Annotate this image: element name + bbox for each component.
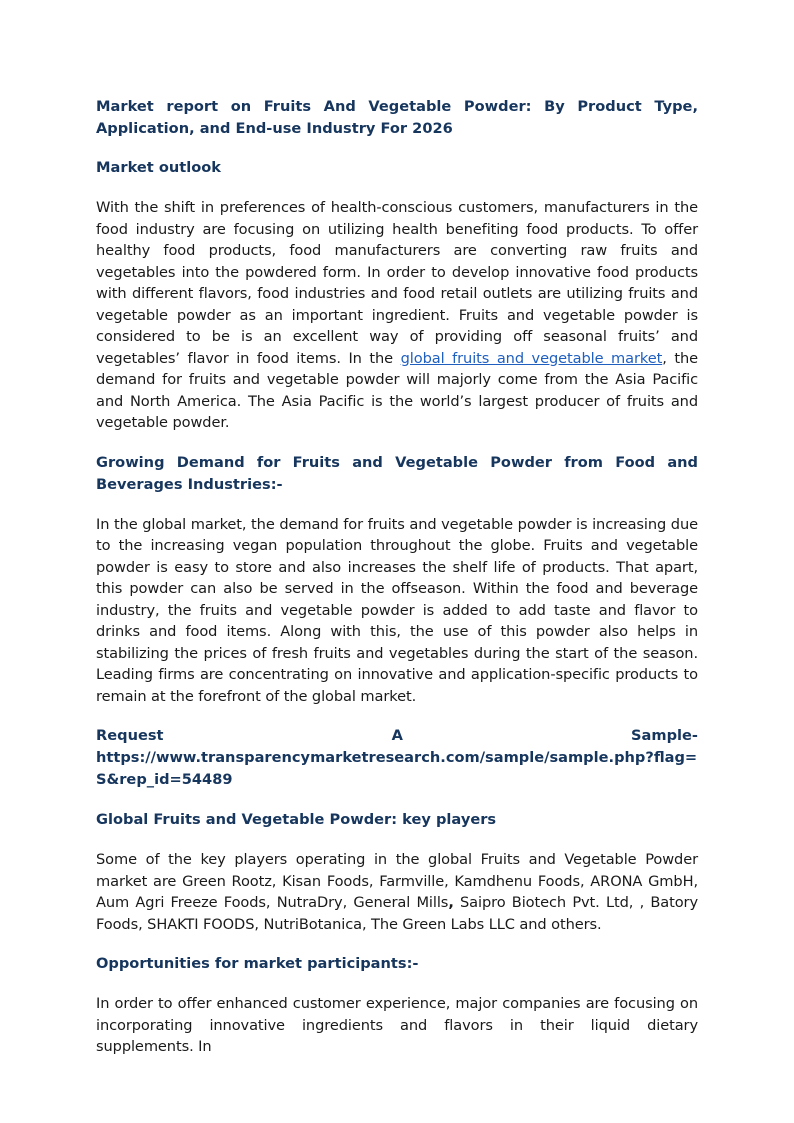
paragraph-market-outlook	[96, 197, 698, 434]
request-sample-label	[96, 725, 698, 747]
global-fruits-vegetable-market-link[interactable]: global fruits and vegetable market	[400, 349, 663, 367]
a-word: A	[391, 727, 403, 744]
paragraph-growing-demand: In the global market, the demand for fruits and vegetable powder is increasing due to the increasing vegan population throughout the globe. Fruits and vegetable powder is easy to store and also increases the shelf life of products. That apart, this powder can also be served in the offseason. Within the food and beverage industry, the fruits and vegetable powder is added to add taste and flavor to drinks and food items. Along with this, the use of this powder also helps in stabilizing the prices of fresh fruits and vegetables during the start of the season. Leading firms are concentrating on innovative and application-specific products to remain at the forefront of the global market.	[96, 515, 698, 705]
section-heading-growing-demand: Growing Demand for Fruits and Vegetable Powder from Food and Beverages Industries:-	[96, 453, 698, 493]
paragraph-opportunities: In order to offer enhanced customer experience, major companies are focusing on incorporating innovative ingredients and flavors in their liquid dietary supplements. In	[96, 995, 698, 1055]
outlook-text-before-link: With the shift in preferences of health-conscious customers, manufacturers in the food industry are focusing on utilizing health benefiting food products. To offer healthy food products, food manufacturers are converting raw fruits and vegetables into the powdered form. In order to develop innovative food products with different flavors, food industries and food retail outlets are utilizing fruits and vegetable powder as an important ingredient. Fruits and vegetable powder is considered to be is an excellent way of providing off seasonal fruits’ and vegetables’ flavor in food items. In the	[96, 199, 698, 367]
paragraph-key-players	[96, 849, 698, 935]
document-page	[96, 96, 698, 1076]
section-heading-opportunities: Opportunities for market participants:-	[96, 955, 419, 972]
players-bold-comma: ,	[448, 894, 454, 911]
document-title: Market report on Fruits And Vegetable Powder: By Product Type, Application, and End-use Industry For 2026	[96, 98, 698, 137]
section-heading-key-players: Global Fruits and Vegetable Powder: key players	[96, 811, 497, 828]
request-sample-url: https://www.transparencymarketresearch.com/sample/sample.php?flag=S&rep_id=54489	[96, 749, 698, 788]
request-word: Request	[96, 727, 164, 744]
outlook-text-after-link: , the demand for fruits and vegetable powder will majorly come from the Asia Pacific and North America. The Asia Pacific is the world’s largest producer of fruits and vegetable powder.	[96, 349, 699, 431]
request-sample-block	[96, 725, 698, 791]
section-heading-market-outlook: Market outlook	[96, 159, 221, 176]
sample-word: Sample-	[631, 727, 698, 744]
players-text-part1: Some of the key players operating in the global Fruits and Vegetable Powder market are Green Rootz, Kisan Foods, Farmville, Kamdhenu Foods, ARONA GmbH, Aum Agri Freeze Foods, NutraDry, General Mills	[96, 851, 698, 911]
players-text-part2: Saipro Biotech Pvt. Ltd, , Batory Foods, SHAKTI FOODS, NutriBotanica, The Green Labs LLC and others.	[96, 894, 698, 933]
